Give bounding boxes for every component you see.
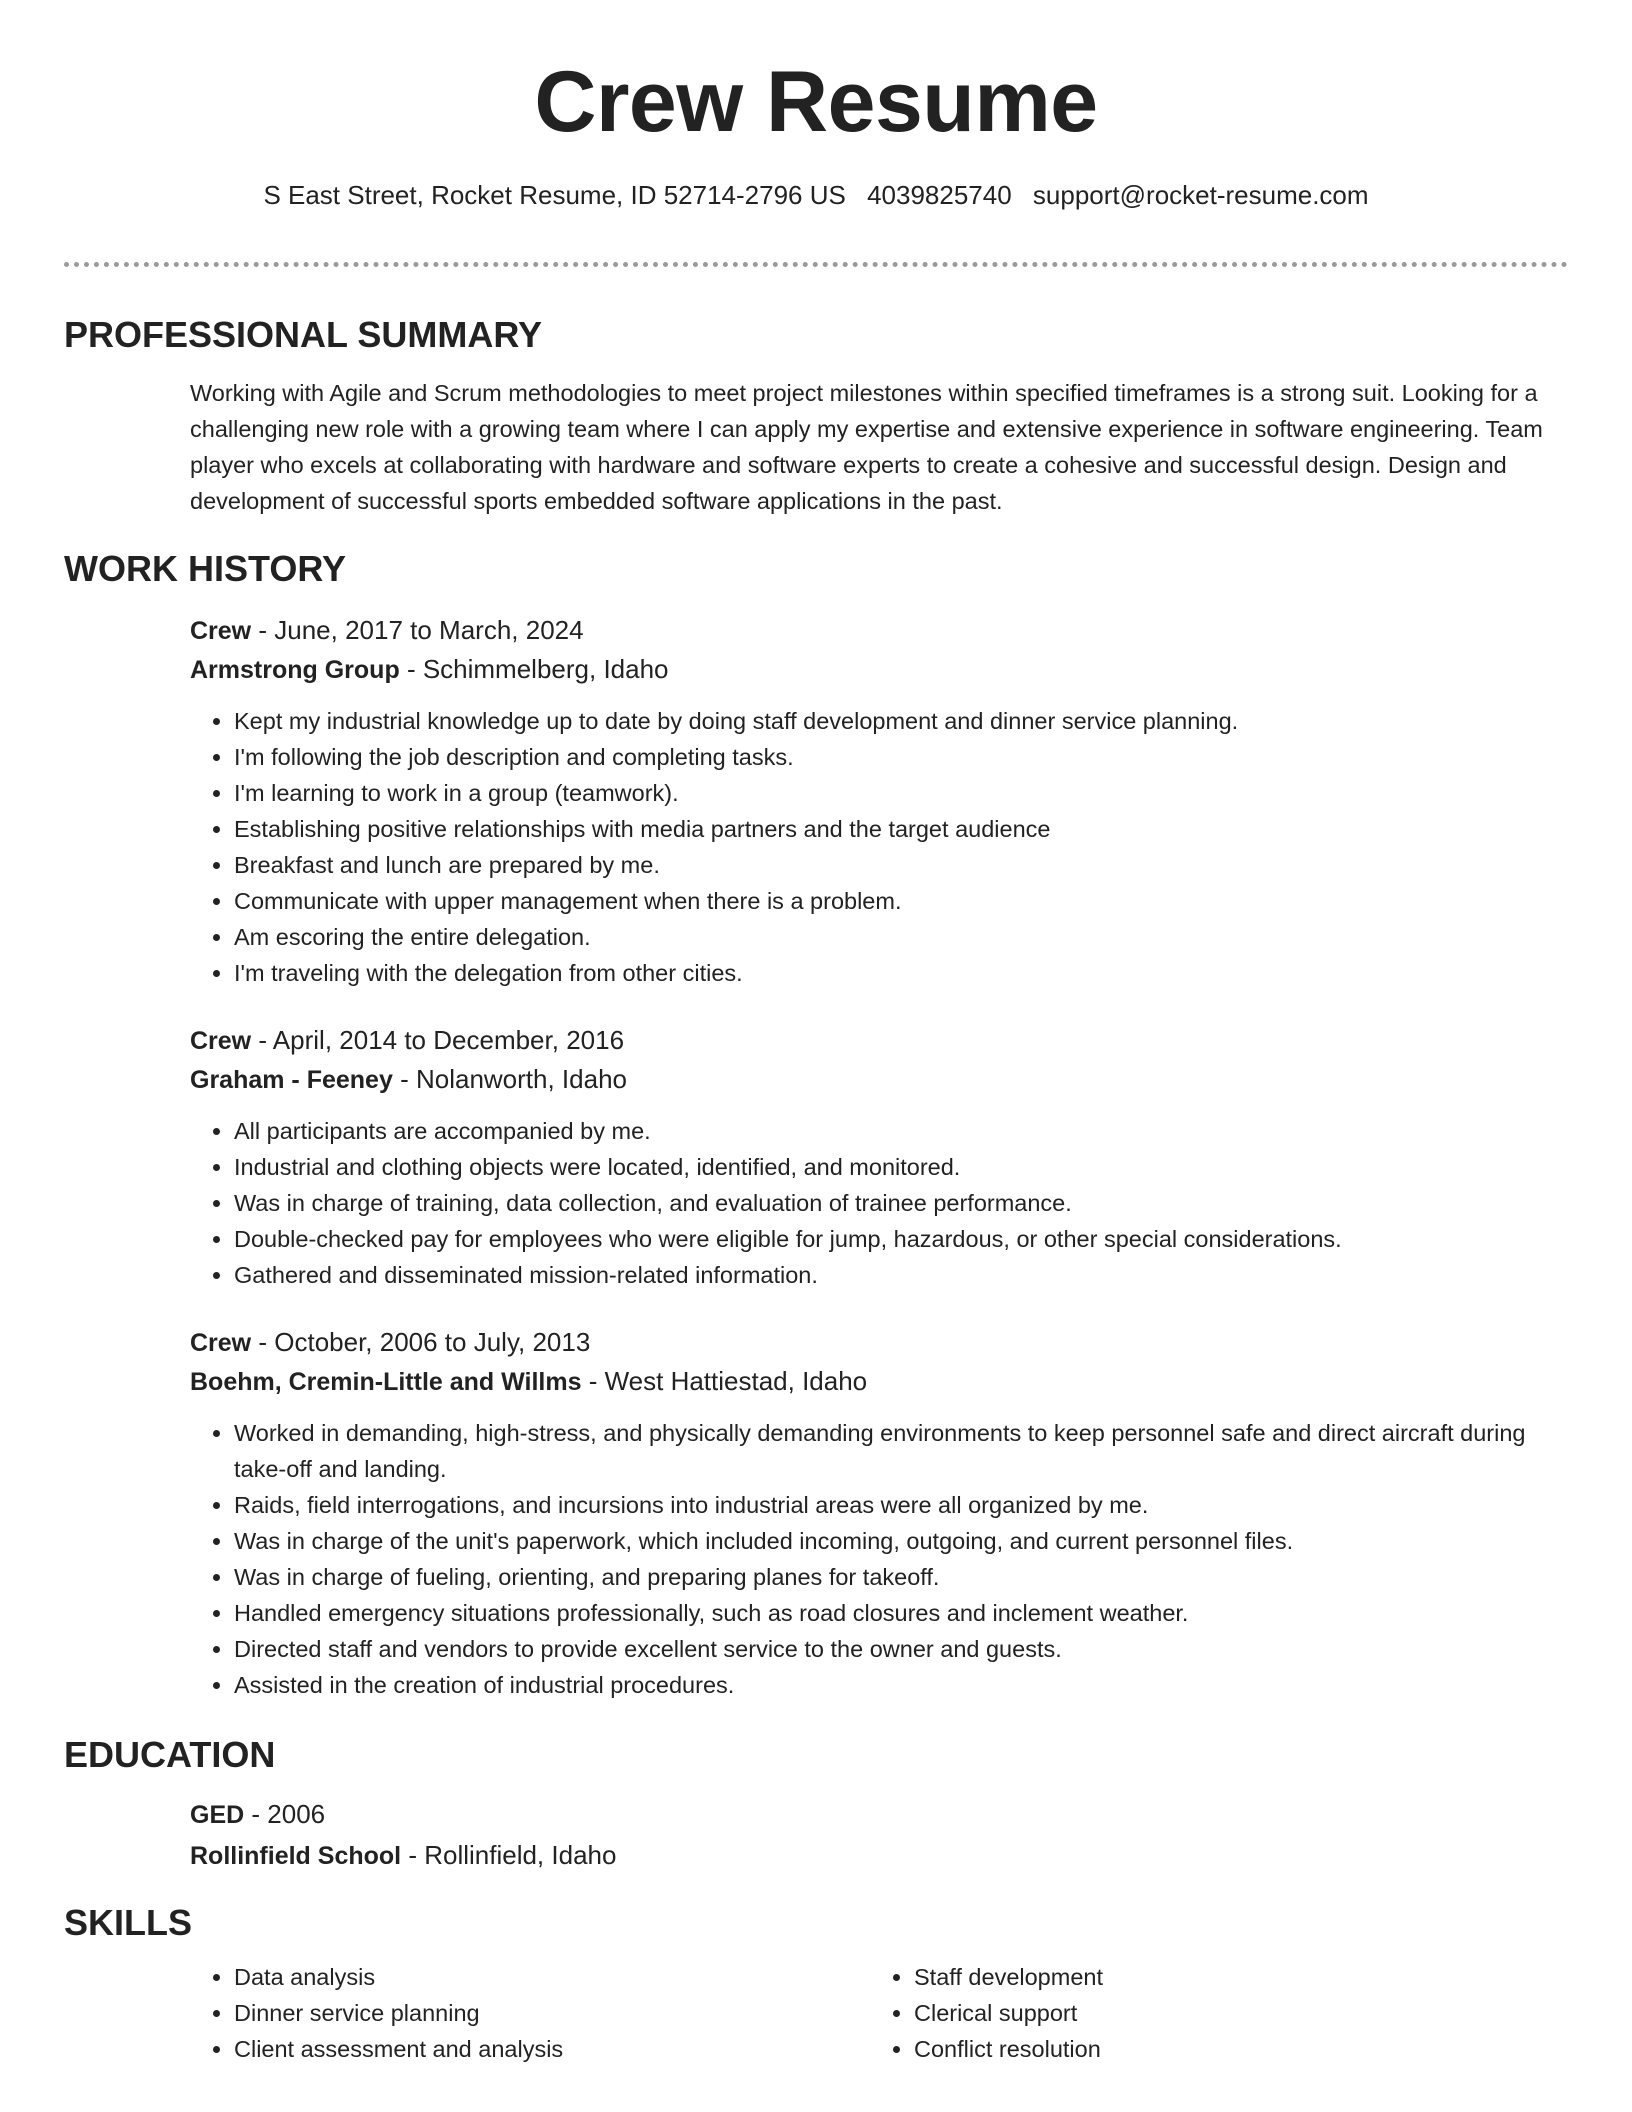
degree-year: - 2006 bbox=[244, 1799, 326, 1829]
school-location: - Rollinfield, Idaho bbox=[401, 1840, 617, 1870]
skill-item: • Client assessment and analysis bbox=[234, 2031, 870, 2067]
job-bullet: • Was in charge of training, data collection, and evaluation of trainee performance. bbox=[234, 1185, 1568, 1221]
job-bullet: • Handled emergency situations professionally, such as road closures and inclement weather. bbox=[234, 1595, 1568, 1631]
email: support@rocket-resume.com bbox=[1032, 180, 1369, 210]
school-line bbox=[190, 1836, 1568, 1875]
skill-item: • Clerical support bbox=[914, 1995, 1550, 2031]
job-company: Boehm, Cremin-Little and Willms bbox=[190, 1368, 582, 1396]
summary-section bbox=[64, 313, 1568, 519]
job-company-line bbox=[190, 1362, 1568, 1401]
job-company-line bbox=[190, 1060, 1568, 1099]
job-bullet: • Gathered and disseminated mission-related information. bbox=[234, 1257, 1568, 1293]
skills-grid bbox=[190, 1959, 1568, 2067]
job-bullet: • Am escoring the entire delegation. bbox=[234, 919, 1568, 955]
work-history-section bbox=[64, 547, 1568, 1703]
job-bullets bbox=[190, 1113, 1568, 1293]
education-section bbox=[64, 1733, 1568, 1875]
job-bullet: • I'm learning to work in a group (teamwork). bbox=[234, 775, 1568, 811]
summary-title: PROFESSIONAL SUMMARY bbox=[64, 314, 543, 355]
job-bullet: • Double-checked pay for employees who were eligible for jump, hazardous, or other special considerations. bbox=[234, 1221, 1568, 1257]
job-dates: - June, 2017 to March, 2024 bbox=[251, 615, 584, 645]
phone: 4039825740 bbox=[867, 180, 1012, 210]
address: S East Street, Rocket Resume, ID 52714-2796 US bbox=[263, 180, 846, 210]
job-location: - Schimmelberg, Idaho bbox=[399, 654, 669, 684]
job-bullet: • Breakfast and lunch are prepared by me. bbox=[234, 847, 1568, 883]
job-entry bbox=[190, 1323, 1568, 1703]
job-title-line bbox=[190, 1021, 1568, 1060]
skill-item: • Data analysis bbox=[234, 1959, 870, 1995]
resume-header bbox=[64, 0, 1568, 212]
job-title-line bbox=[190, 611, 1568, 650]
job-bullet: • Raids, field interrogations, and incursions into industrial areas were all organized by me. bbox=[234, 1487, 1568, 1523]
job-bullet: • All participants are accompanied by me. bbox=[234, 1113, 1568, 1149]
job-bullet: • I'm traveling with the delegation from other cities. bbox=[234, 955, 1568, 991]
job-bullet: • Assisted in the creation of industrial procedures. bbox=[234, 1667, 1568, 1703]
job-company: Armstrong Group bbox=[190, 656, 400, 684]
job-bullets bbox=[190, 1415, 1568, 1703]
job-bullet: • Was in charge of the unit's paperwork, which included incoming, outgoing, and current personnel files. bbox=[234, 1523, 1568, 1559]
work-history-title: WORK HISTORY bbox=[64, 548, 347, 589]
job-company-line bbox=[190, 650, 1568, 689]
school: Rollinfield School bbox=[190, 1842, 402, 1870]
job-location: - West Hattiestad, Idaho bbox=[581, 1366, 868, 1396]
job-bullet: • Directed staff and vendors to provide excellent service to the owner and guests. bbox=[234, 1631, 1568, 1667]
job-bullet: • Was in charge of fueling, orienting, and preparing planes for takeoff. bbox=[234, 1559, 1568, 1595]
header-divider bbox=[64, 262, 1568, 267]
job-bullet: • Worked in demanding, high-stress, and physically demanding environments to keep personnel safe and direct aircraft during take-off and landing. bbox=[234, 1415, 1568, 1487]
job-company: Graham - Feeney bbox=[190, 1066, 393, 1094]
job-dates: - April, 2014 to December, 2016 bbox=[251, 1025, 625, 1055]
job-bullet: • Kept my industrial knowledge up to date by doing staff development and dinner service planning. bbox=[234, 703, 1568, 739]
job-bullets bbox=[190, 703, 1568, 991]
job-bullet: • I'm following the job description and completing tasks. bbox=[234, 739, 1568, 775]
job-role: Crew bbox=[190, 1027, 252, 1055]
skills-title: SKILLS bbox=[64, 1902, 193, 1943]
job-role: Crew bbox=[190, 617, 252, 645]
skills-list-right bbox=[870, 1959, 1550, 2067]
job-bullet: • Communicate with upper management when there is a problem. bbox=[234, 883, 1568, 919]
skill-item: • Dinner service planning bbox=[234, 1995, 870, 2031]
degree: GED bbox=[190, 1801, 245, 1829]
skills-section bbox=[64, 1901, 1568, 2067]
candidate-name: Crew Resume bbox=[534, 54, 1098, 150]
summary-text: Working with Agile and Scrum methodologies to meet project milestones within specified timeframes is a strong suit. Looking for a challenging new role with a growing team where I can apply my expertise and extensive experience in software engineering. Team player who excels at collaborating with hardware and software experts to create a cohesive and successful design. Design and development of successful sports embedded software applications in the past. bbox=[190, 380, 1543, 514]
job-dates: - October, 2006 to July, 2013 bbox=[251, 1327, 591, 1357]
skill-item: • Conflict resolution bbox=[914, 2031, 1550, 2067]
job-bullet: • Establishing positive relationships with media partners and the target audience bbox=[234, 811, 1568, 847]
contact-line bbox=[64, 178, 1568, 212]
education-title: EDUCATION bbox=[64, 1734, 276, 1775]
skills-list-left bbox=[190, 1959, 870, 2067]
job-entry bbox=[190, 1021, 1568, 1293]
degree-line bbox=[190, 1795, 1568, 1834]
job-bullet: • Industrial and clothing objects were located, identified, and monitored. bbox=[234, 1149, 1568, 1185]
job-entry bbox=[190, 611, 1568, 991]
job-location: - Nolanworth, Idaho bbox=[392, 1064, 627, 1094]
skill-item: • Staff development bbox=[914, 1959, 1550, 1995]
job-title-line bbox=[190, 1323, 1568, 1362]
job-role: Crew bbox=[190, 1329, 252, 1357]
